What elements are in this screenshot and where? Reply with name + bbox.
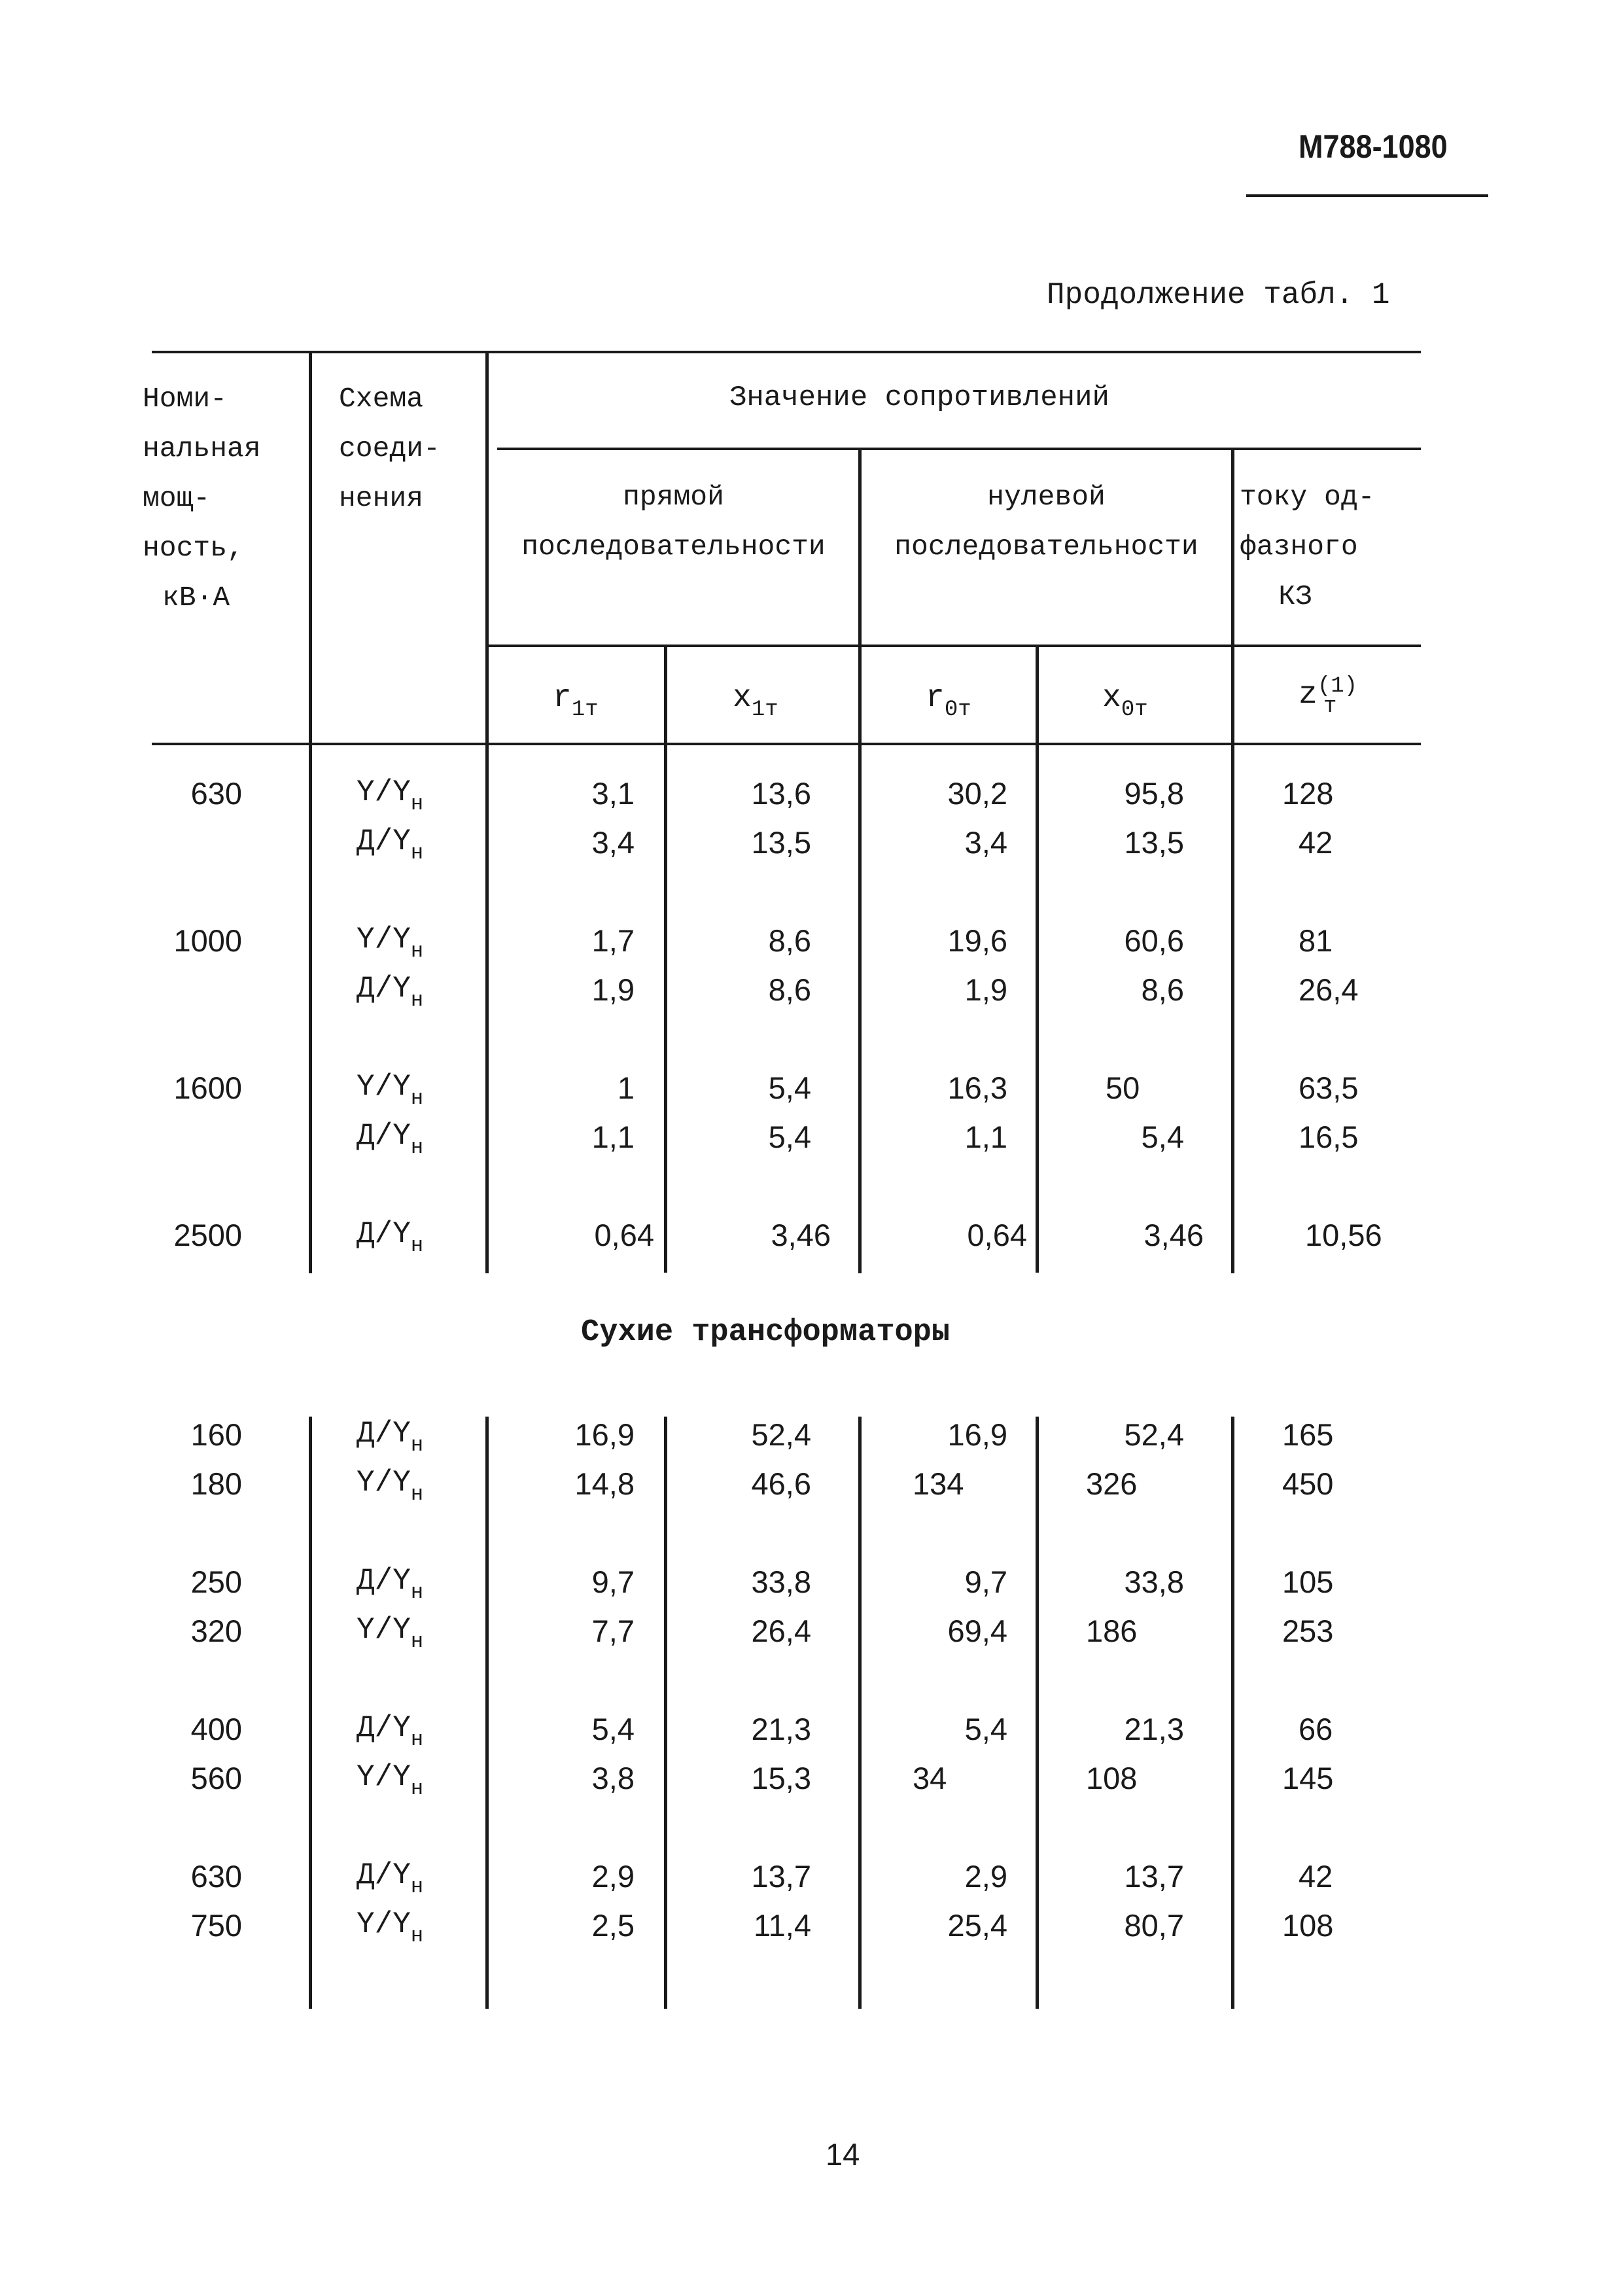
header-single-phase-line: КЗ <box>1278 580 1312 612</box>
cell-r0: 16,3 <box>947 1070 1007 1105</box>
symbol-subscript: 1т <box>571 698 599 722</box>
header-scheme <box>339 374 440 523</box>
cell-r1: 2,5 <box>591 1908 635 1943</box>
cell-x1: 8,6 <box>768 923 811 958</box>
connection-subscript: н <box>410 939 424 963</box>
cell-r1: 16,9 <box>574 1417 635 1452</box>
rule-v-z-dry <box>1231 1417 1234 2009</box>
connection-label: Y/Y <box>357 1760 411 1794</box>
connection-label: Y/Y <box>357 1613 411 1647</box>
header-power-line: Номи- <box>143 383 228 415</box>
symbol-base: x <box>733 680 752 716</box>
cell-x0: 3,46 <box>1143 1218 1204 1252</box>
connection-label: Д/Y <box>357 1711 411 1745</box>
cell-x1: 52,4 <box>751 1417 811 1452</box>
cell-x1: 11,4 <box>754 1908 811 1943</box>
symbol-subscript: 0т <box>1121 698 1148 722</box>
header-zero-line: нулевой <box>987 481 1106 513</box>
connection-label: Д/Y <box>357 1417 411 1451</box>
header-zero-sequence <box>865 472 1228 572</box>
code-underline <box>1246 194 1488 197</box>
page-number: 14 <box>826 2137 860 2172</box>
header-scheme-line: соеди- <box>339 433 440 465</box>
cell-power: 250 <box>190 1564 242 1599</box>
header-positive-line: последовательности <box>521 531 826 563</box>
cell-connection <box>357 1613 423 1653</box>
symbol-base: z <box>1299 677 1318 713</box>
cell-x1: 15,3 <box>751 1761 811 1795</box>
cell-x0: 326 <box>1086 1466 1138 1501</box>
cell-r0: 134 <box>913 1466 964 1501</box>
header-positive-line: прямой <box>623 481 724 513</box>
cell-x0: 108 <box>1086 1761 1138 1795</box>
connection-subscript: н <box>410 1482 424 1506</box>
connection-subscript: н <box>410 1580 424 1604</box>
cell-r1: 0,64 <box>594 1218 654 1252</box>
cell-x0: 186 <box>1086 1614 1138 1648</box>
header-power <box>143 374 261 623</box>
header-single-phase <box>1240 472 1374 622</box>
cell-x0: 13,5 <box>1124 825 1184 860</box>
connection-subscript: н <box>410 1086 424 1110</box>
cell-z: 450 <box>1282 1466 1334 1501</box>
cell-z: 105 <box>1282 1564 1334 1599</box>
cell-x0: 21,3 <box>1124 1712 1184 1746</box>
cell-connection <box>357 923 423 963</box>
cell-x0: 33,8 <box>1124 1564 1184 1599</box>
connection-subscript: н <box>410 1776 424 1801</box>
rule-v-zero-dry <box>858 1417 862 2009</box>
symbol-r1t <box>553 680 599 722</box>
cell-r1: 1,1 <box>591 1120 635 1154</box>
cell-r1: 7,7 <box>591 1614 635 1648</box>
cell-x1: 21,3 <box>751 1712 811 1746</box>
connection-label: Д/Y <box>357 1119 411 1153</box>
cell-x0: 8,6 <box>1141 972 1184 1007</box>
cell-x1: 46,6 <box>751 1466 811 1501</box>
header-power-line: ность, <box>143 532 244 564</box>
symbol-subscript: т <box>1323 694 1337 719</box>
connection-subscript: н <box>410 792 424 816</box>
cell-r1: 1,7 <box>591 923 635 958</box>
cell-r1: 1,9 <box>591 972 635 1007</box>
cell-x1: 5,4 <box>768 1070 811 1105</box>
cell-z: 16,5 <box>1299 1120 1359 1154</box>
cell-r1: 5,4 <box>591 1712 635 1746</box>
symbol-base: x <box>1102 680 1121 716</box>
cell-z: 145 <box>1282 1761 1334 1795</box>
symbol-base: r <box>553 680 572 716</box>
cell-connection <box>357 824 423 865</box>
cell-z: 10,56 <box>1305 1218 1382 1252</box>
cell-r0: 1,1 <box>964 1120 1007 1154</box>
cell-connection <box>357 1466 423 1506</box>
rule-v-scheme <box>309 351 312 1273</box>
cell-r1: 3,8 <box>591 1761 635 1795</box>
cell-connection <box>357 1217 423 1258</box>
connection-label: Y/Y <box>357 1070 411 1104</box>
header-bottom-rule <box>152 743 1421 745</box>
cell-r1: 9,7 <box>591 1564 635 1599</box>
cell-z: 66 <box>1299 1712 1333 1746</box>
connection-label: Д/Y <box>357 1217 411 1251</box>
header-power-line: кВ·А <box>162 582 230 614</box>
connection-label: Y/Y <box>357 1466 411 1500</box>
header-scheme-line: нения <box>339 482 424 514</box>
symbol-subscript: 1т <box>751 698 778 722</box>
connection-subscript: н <box>410 1629 424 1653</box>
cell-power: 630 <box>190 1859 242 1894</box>
connection-label: Д/Y <box>357 972 411 1006</box>
cell-connection <box>357 1564 423 1604</box>
symbol-z1t <box>1299 674 1358 719</box>
connection-subscript: н <box>410 1233 424 1258</box>
cell-r0: 25,4 <box>947 1908 1007 1943</box>
cell-z: 81 <box>1299 923 1333 958</box>
connection-label: Y/Y <box>357 923 411 957</box>
connection-label: Д/Y <box>357 1564 411 1598</box>
header-resistance-title: Значение сопротивлений <box>729 381 1109 414</box>
table-top-rule <box>152 351 1421 353</box>
cell-r0: 5,4 <box>964 1712 1007 1746</box>
cell-power: 320 <box>190 1614 242 1648</box>
cell-power: 180 <box>190 1466 242 1501</box>
cell-x1: 26,4 <box>751 1614 811 1648</box>
cell-x0: 50 <box>1106 1070 1140 1105</box>
cell-r0: 2,9 <box>964 1859 1007 1894</box>
connection-subscript: н <box>410 1727 424 1752</box>
cell-z: 128 <box>1282 776 1334 811</box>
rule-v-x0 <box>1036 645 1039 1273</box>
rule-v-values-dry <box>485 1417 489 2009</box>
symbol-base: r <box>926 680 945 716</box>
cell-power: 160 <box>190 1417 242 1452</box>
cell-r1: 3,4 <box>591 825 635 860</box>
header-single-phase-line: фазного <box>1240 531 1358 563</box>
cell-connection <box>357 775 423 816</box>
header-scheme-line: Схема <box>339 383 424 415</box>
connection-label: Y/Y <box>357 1907 411 1941</box>
cell-r0: 9,7 <box>964 1564 1007 1599</box>
cell-connection <box>357 1417 423 1457</box>
cell-x0: 95,8 <box>1124 776 1184 811</box>
cell-x1: 8,6 <box>768 972 811 1007</box>
cell-connection <box>357 1711 423 1752</box>
header-power-line: мощ- <box>143 482 211 514</box>
symbol-r0t <box>926 680 971 722</box>
cell-connection <box>357 1760 423 1801</box>
cell-r0: 34 <box>913 1761 947 1795</box>
cell-r1: 2,9 <box>591 1859 635 1894</box>
cell-z: 26,4 <box>1299 972 1359 1007</box>
connection-label: Y/Y <box>357 775 411 809</box>
cell-z: 253 <box>1282 1614 1334 1648</box>
cell-x0: 60,6 <box>1124 923 1184 958</box>
cell-power: 750 <box>190 1908 242 1943</box>
connection-subscript: н <box>410 1135 424 1159</box>
cell-connection <box>357 1070 423 1110</box>
rule-v-z <box>1231 448 1234 1273</box>
rule-v-x0-dry <box>1036 1417 1039 2009</box>
cell-r0: 30,2 <box>947 776 1007 811</box>
cell-power: 400 <box>190 1712 242 1746</box>
rule-v-values <box>485 351 489 1273</box>
cell-r0: 19,6 <box>947 923 1007 958</box>
cell-x1: 33,8 <box>751 1564 811 1599</box>
cell-x0: 80,7 <box>1124 1908 1184 1943</box>
cell-x1: 5,4 <box>768 1120 811 1154</box>
cell-power: 1000 <box>173 923 242 958</box>
document-code: М788-1080 <box>1299 128 1448 165</box>
rule-v-x1 <box>664 645 667 1273</box>
connection-subscript: н <box>410 1924 424 1948</box>
cell-x1: 13,7 <box>751 1859 811 1894</box>
header-single-phase-line: току од- <box>1240 481 1375 513</box>
rule-v-scheme-dry <box>309 1417 312 2009</box>
cell-z: 42 <box>1299 825 1333 860</box>
cell-connection <box>357 1858 423 1899</box>
connection-subscript: н <box>410 1433 424 1457</box>
symbol-subscript: 0т <box>944 698 971 722</box>
cell-x0: 5,4 <box>1141 1120 1184 1154</box>
cell-x0: 13,7 <box>1124 1859 1184 1894</box>
cell-x1: 3,46 <box>771 1218 831 1252</box>
cell-r0: 69,4 <box>947 1614 1007 1648</box>
cell-x0: 52,4 <box>1124 1417 1184 1452</box>
cell-r0: 0,64 <box>967 1218 1027 1252</box>
cell-power: 630 <box>190 776 242 811</box>
connection-label: Д/Y <box>357 1858 411 1892</box>
connection-subscript: н <box>410 841 424 865</box>
subheader-rule <box>487 645 1421 647</box>
rule-v-x1-dry <box>664 1417 667 2009</box>
rule-v-zero <box>858 448 862 1273</box>
cell-r0: 16,9 <box>947 1417 1007 1452</box>
connection-label: Д/Y <box>357 824 411 858</box>
cell-connection <box>357 1907 423 1948</box>
cell-r1: 1 <box>617 1070 635 1105</box>
cell-x1: 13,6 <box>751 776 811 811</box>
cell-r0: 1,9 <box>964 972 1007 1007</box>
cell-connection <box>357 1119 423 1159</box>
cell-x1: 13,5 <box>751 825 811 860</box>
cell-z: 63,5 <box>1299 1070 1359 1105</box>
connection-subscript: н <box>410 988 424 1012</box>
cell-power: 560 <box>190 1761 242 1795</box>
cell-connection <box>357 972 423 1012</box>
cell-z: 165 <box>1282 1417 1334 1452</box>
resistance-title-rule <box>497 448 1421 450</box>
symbol-superscript: (1) <box>1317 674 1358 699</box>
dry-transformers-heading: Сухие трансформаторы <box>581 1315 951 1350</box>
cell-power: 2500 <box>173 1218 242 1252</box>
symbol-x0t <box>1102 680 1148 722</box>
cell-z: 108 <box>1282 1908 1334 1943</box>
cell-r0: 3,4 <box>964 825 1007 860</box>
symbol-x1t <box>733 680 778 722</box>
header-positive-sequence <box>492 472 855 572</box>
table-caption: Продолжение табл. 1 <box>1047 278 1390 312</box>
cell-r1: 3,1 <box>591 776 635 811</box>
header-zero-line: последовательности <box>894 531 1198 563</box>
cell-z: 42 <box>1299 1859 1333 1894</box>
cell-power: 1600 <box>173 1070 242 1105</box>
connection-subscript: н <box>410 1875 424 1899</box>
header-power-line: нальная <box>143 433 261 465</box>
cell-r1: 14,8 <box>574 1466 635 1501</box>
